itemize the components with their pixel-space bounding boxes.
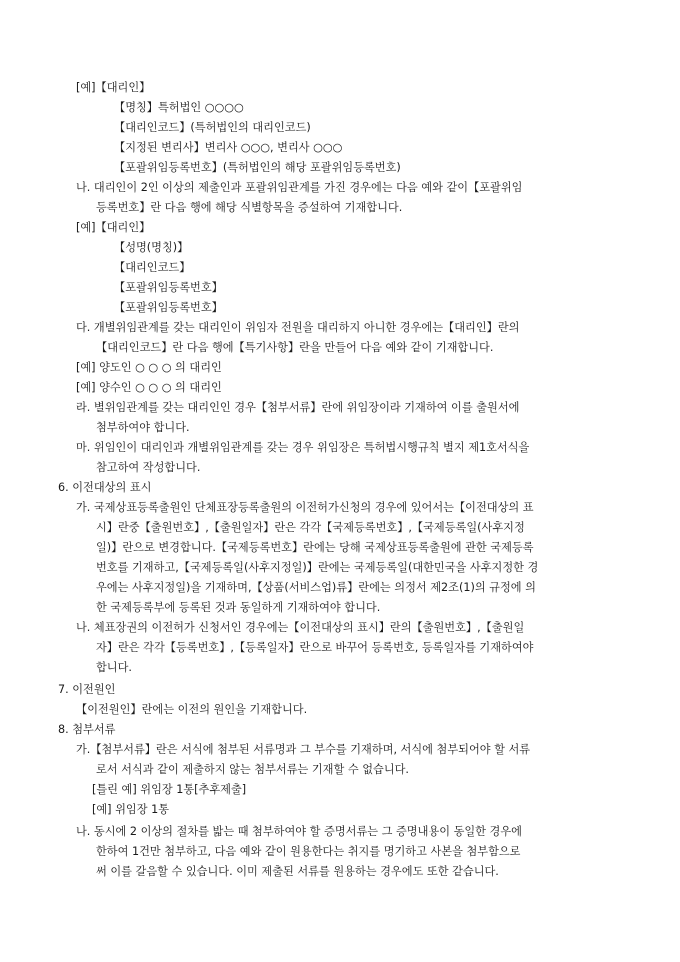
text-line: 나. 체표장권의 이전허가 신청서인 경우에는【이전대상의 표시】란의【출원번호】,【출원일 [76, 621, 525, 634]
text-line: [예] 양도인 ○ ○ ○ 의 대리인 [76, 361, 222, 374]
text-line: 【명칭】특허법인 ○○○○ [114, 101, 244, 114]
text-line: 라. 별위임관계를 갖는 대리인인 경우【첨부서류】란에 위임장이라 기재하여 이를 출원서에 [76, 401, 520, 414]
text-line: 【대리인코드】(특허법인의 대리인코드) [114, 121, 311, 134]
text-line: 마. 위임인이 대리인과 개별위임관계를 갖는 경우 위임장은 특허법시행규칙 별지 제1호서식을 [76, 441, 530, 454]
section-heading: 7. 이전원인 [58, 683, 116, 696]
text-line: 【포괄위임등록번호】(특허법인의 해당 포괄위임등록번호) [114, 161, 401, 174]
text-line: 【포괄위임등록번호】 [114, 301, 223, 314]
text-line: [예]【대리인】 [76, 81, 151, 94]
section-heading: 8. 첨부서류 [58, 723, 116, 736]
text-line: 로서 서식과 같이 제출하지 않는 첨부서류는 기재할 수 없습니다. [96, 763, 409, 776]
text-line: 시】란중【출원번호】,【출원일자】란은 각각【국제등록번호】,【국제등록일(사후지정 [96, 521, 525, 534]
section-heading: 6. 이전대상의 표시 [58, 481, 152, 494]
text-line: 한 국제등록부에 등록된 것과 동일하게 기재하여야 합니다. [96, 601, 381, 614]
text-line: 【대리인코드】 [114, 261, 191, 274]
text-line: 우에는 사후지정일)을 기재하며,【상품(서비스업)류】란에는 의정서 제2조(1)의 규정에 의 [96, 581, 536, 594]
text-line: 【대리인코드】란 다음 행에【특기사항】란을 만들어 다음 예와 같이 기재합니다. [96, 341, 494, 354]
text-line: [틀린 예] 위임장 1통[추후제출] [92, 783, 247, 796]
text-line: [예] 양수인 ○ ○ ○ 의 대리인 [76, 381, 222, 394]
text-line: 참고하여 작성합니다. [96, 461, 201, 474]
text-line: 【성명(명칭)】 [114, 241, 189, 254]
text-line: 【이전원인】란에는 이전의 원인을 기재합니다. [76, 703, 308, 716]
text-line: 다. 개별위임관계를 갖는 대리인이 위임자 전원을 대리하지 아니한 경우에는【대리인】란의 [76, 321, 520, 334]
text-line: 【포괄위임등록번호】 [114, 281, 223, 294]
text-line: 합니다. [96, 661, 132, 674]
text-line: [예]【대리인】 [76, 221, 151, 234]
text-line: 자】란은 각각【등록번호】,【등록일자】란으로 바꾸어 등록번호, 등록일자를 기재하여야 [96, 641, 534, 654]
text-line: 일)】란으로 변경합니다.【국제등록번호】란에는 당해 국제상표등록출원에 관한 국제등록 [96, 541, 534, 554]
text-line: 등록번호】란 다음 행에 해당 식별항목을 증설하여 기재합니다. [96, 201, 403, 214]
text-line: 첨부하여야 합니다. [96, 421, 190, 434]
text-line: [예] 위임장 1통 [92, 803, 169, 816]
text-line: 나. 대리인이 2인 이상의 제출인과 포괄위임관계를 가진 경우에는 다음 예와 같이【포괄위임 [76, 181, 523, 194]
text-line: 【지정된 변리사】변리사 ○○○, 변리사 ○○○ [114, 141, 343, 154]
text-line: 가.【첨부서류】란은 서식에 첨부된 서류명과 그 부수를 기재하며, 서식에 첨부되어야 할 서류 [76, 743, 531, 756]
text-line: 가. 국제상표등록출원인 단체표장등록출원의 이전허가신청의 경우에 있어서는【이전대상의 표 [76, 501, 534, 514]
text-line: 번호를 기재하고,【국제등록일(사후지정일)】란에는 국제등록일(대한민국을 사후지정한 경 [96, 561, 539, 574]
text-line: 한하여 1건만 첨부하고, 다음 예와 같이 원용한다는 취지를 명기하고 사본을 첨부함으로 [96, 845, 521, 858]
text-line: 써 이를 갈음할 수 있습니다. 이미 제출된 서류를 원용하는 경우에도 또한 같습니다. [96, 865, 499, 878]
text-line: 나. 동시에 2 이상의 절차를 밟는 때 첨부하여야 할 증명서류는 그 증명내용이 동일한 경우에 [76, 825, 522, 838]
